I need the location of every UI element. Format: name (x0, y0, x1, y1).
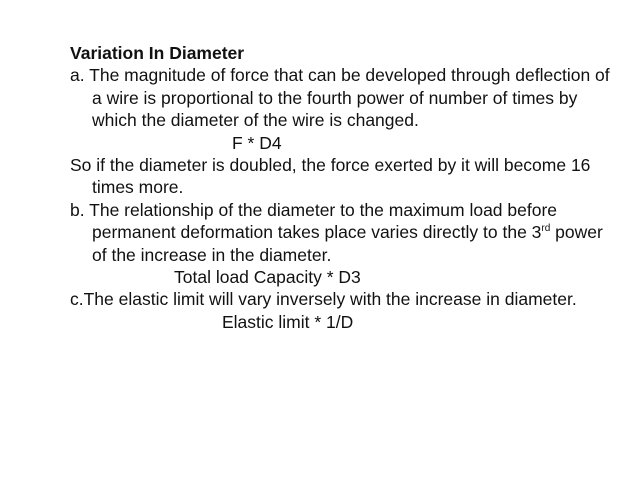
point-b-text-end: power of the increase in the diameter. (92, 222, 603, 265)
formula-load-capacity: Total load Capacity * D3 (174, 267, 361, 288)
point-c-text: c.The elastic limit will vary inversely with the increase in diameter. (70, 289, 577, 310)
point-b-text (70, 199, 610, 266)
slide-content (70, 42, 610, 333)
formula-force: F * D4 (232, 132, 282, 153)
ordinal-superscript: rd (541, 223, 551, 235)
point-b-text-start: b. The relationship of the diameter to the maximum load before permanent deformation takes place varies directly to the 3 (70, 199, 558, 243)
point-a-followup-text: So if the diameter is doubled, the force exerted by it will become 16 times more. (70, 155, 591, 198)
formula-elastic-limit: Elastic limit * 1/D (222, 311, 354, 332)
slide-title: Variation In Diameter (70, 43, 245, 63)
point-a-text: a. The magnitude of force that can be developed through deflection of a wire is proportional to the fourth power of number of times by which the diameter of the wire is changed. (70, 65, 610, 131)
